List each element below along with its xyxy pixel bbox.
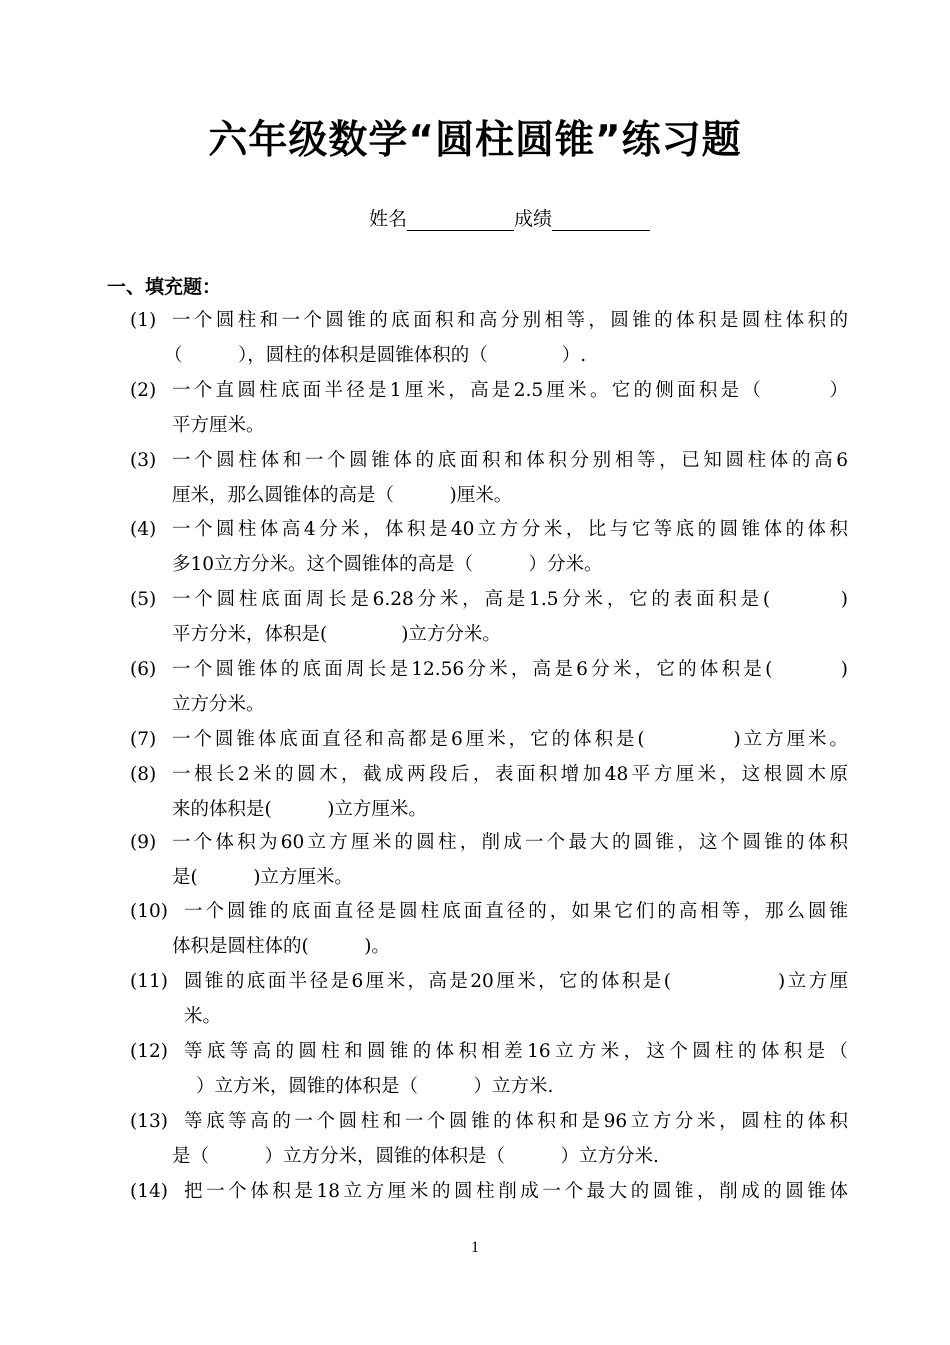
question-number: (7) xyxy=(130,729,157,750)
question-line: 一个圆锥体的底面周长是12.56分米，高是6分米，它的体积是( ) xyxy=(172,659,848,680)
question-line: 多10立方分米。这个圆锥体的高是（ ）分米。 xyxy=(172,554,603,575)
question-number: (8) xyxy=(130,764,157,785)
question-line: 一个直圆柱底面半径是1厘米，高是2.5厘米。它的侧面积是（ ） xyxy=(172,380,848,401)
question-line: 一个体积为60立方厘米的圆柱，削成一个最大的圆锥，这个圆锥的体积 xyxy=(172,832,848,853)
question-line: 平方分米，体积是( )立方分米。 xyxy=(172,624,501,645)
question-line: 一根长2米的圆木，截成两段后，表面积增加48平方厘米，这根圆木原 xyxy=(172,764,848,785)
question-line: 立方分米。 xyxy=(172,694,265,715)
question-number: (13) xyxy=(130,1111,168,1132)
question-line: 等底等高的一个圆柱和一个圆锥的体积和是96立方分米，圆柱的体积 xyxy=(184,1111,848,1132)
student-info-row xyxy=(369,204,650,234)
question-number: (2) xyxy=(130,380,157,401)
question-line: 一个圆锥的底面直径是圆柱底面直径的，如果它们的高相等，那么圆锥 xyxy=(184,901,848,922)
section-heading: 一、填充题： xyxy=(107,276,222,298)
page-number: 1 xyxy=(471,1239,479,1256)
question-number: (11) xyxy=(130,971,168,992)
question-number: (6) xyxy=(130,659,157,680)
question-line: ）立方米，圆锥的体积是（ ）立方米. xyxy=(196,1076,554,1097)
question-line: 平方厘米。 xyxy=(172,415,265,436)
question-number: (1) xyxy=(130,310,157,331)
score-label: 成绩 xyxy=(514,208,553,230)
question-number: (3) xyxy=(130,450,157,471)
question-line: 圆锥的底面半径是6厘米，高是20厘米，它的体积是( )立方厘 xyxy=(184,971,848,992)
question-line: 一个圆锥体底面直径和高都是6厘米，它的体积是( )立方厘米。 xyxy=(172,729,848,750)
question-number: (12) xyxy=(130,1041,168,1062)
question-line: 一个圆柱体和一个圆锥体的底面积和体积分别相等，已知圆柱体的高6 xyxy=(172,450,848,471)
question-line: （ ），圆柱的体积是圆锥体积的（ ）. xyxy=(164,345,587,366)
question-line: 一个圆柱体高4分米，体积是40立方分米，比与它等底的圆锥体的体积 xyxy=(172,519,848,540)
question-line: 米。 xyxy=(184,1006,222,1027)
name-blank[interactable] xyxy=(407,208,514,231)
question-number: (9) xyxy=(130,832,157,853)
name-label: 姓名 xyxy=(369,208,408,230)
question-line: 把一个体积是18立方厘米的圆柱削成一个最大的圆锥，削成的圆锥体 xyxy=(184,1181,848,1202)
question-line: 等底等高的圆柱和圆锥的体积相差16立方米，这个圆柱的体积是（ xyxy=(184,1041,848,1062)
question-number: (10) xyxy=(130,901,168,922)
question-number: (14) xyxy=(130,1181,168,1202)
question-line: 是( )立方厘米。 xyxy=(172,867,353,888)
question-line: 一个圆柱和一个圆锥的底面积和高分别相等，圆锥的体积是圆柱体积的 xyxy=(172,310,848,331)
question-line: 一个圆柱底面周长是6.28分米，高是1.5分米，它的表面积是( ) xyxy=(172,589,848,610)
question-number: (5) xyxy=(130,589,157,610)
question-line: 是（ ）立方分米，圆锥的体积是（ ）立方分米. xyxy=(172,1146,659,1167)
question-number: (4) xyxy=(130,519,157,540)
score-blank[interactable] xyxy=(552,208,650,231)
page-title: 六年级数学“圆柱圆锥”练习题 xyxy=(208,118,742,163)
question-line: 体积是圆柱体的( )。 xyxy=(172,936,390,957)
question-line: 厘米，那么圆锥体的高是（ )厘米。 xyxy=(172,485,513,506)
question-line: 来的体积是( )立方厘米。 xyxy=(172,799,427,820)
